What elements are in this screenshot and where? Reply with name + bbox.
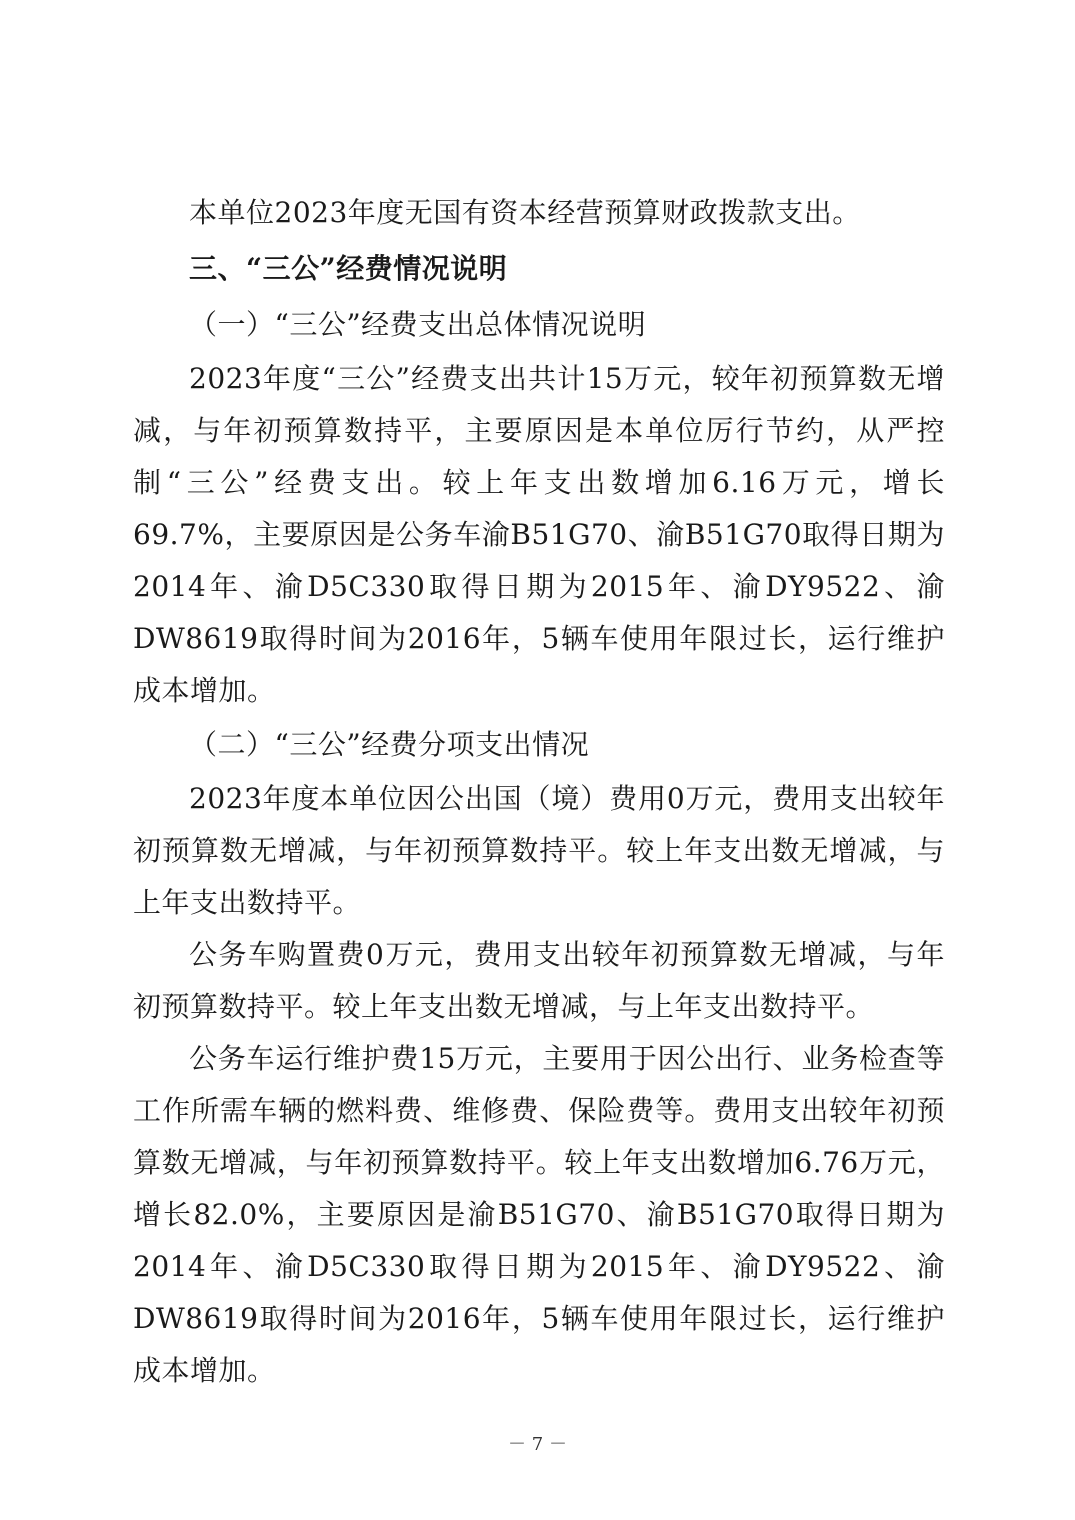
- document-body: [133, 187, 945, 1397]
- paragraph-vehicle-purchase: 公务车购置费0万元，费用支出较年初预算数无增减，与年初预算数持平。较上年支出数无增减，与上年支出数持平。: [133, 938, 945, 1023]
- subheading-itemized: （二）“三公”经费分项支出情况: [189, 728, 590, 761]
- section-heading-three-public: 三、“三公”经费情况说明: [189, 252, 508, 285]
- paragraph-overall-expenditure: 2023年度“三公”经费支出共计15万元，较年初预算数无增减，与年初预算数持平，主要原因是本单位厉行节约，从严控制“三公”经费支出。较上年支出数增加6.16万元，增长69.7%，主要原因是公务车渝B51G70、渝B51G70取得日期为2014年、渝D5C330取得日期为2015年、渝DY9522、渝DW8619取得时间为2016年，5辆车使用年限过长，运行维护成本增加。: [133, 362, 945, 707]
- paragraph-state-capital-budget: 本单位2023年度无国有资本经营预算财政拨款支出。: [189, 196, 861, 229]
- paragraph-vehicle-maintenance: 公务车运行维护费15万元，主要用于因公出行、业务检查等工作所需车辆的燃料费、维修费、保险费等。费用支出较年初预算数无增减，与年初预算数持平。较上年支出数增加6.76万元，增长82.0%，主要原因是渝B51G70、渝B51G70取得日期为2014年、渝D5C330取得日期为2015年、渝DY9522、渝DW8619取得时间为2016年，5辆车使用年限过长，运行维护成本增加。: [133, 1042, 945, 1387]
- paragraph-overseas-travel: 2023年度本单位因公出国（境）费用0万元，费用支出较年初预算数无增减，与年初预算数持平。较上年支出数无增减，与上年支出数持平。: [133, 782, 945, 919]
- subheading-overall: （一）“三公”经费支出总体情况说明: [189, 308, 647, 341]
- page-number: － 7 －: [508, 1434, 567, 1455]
